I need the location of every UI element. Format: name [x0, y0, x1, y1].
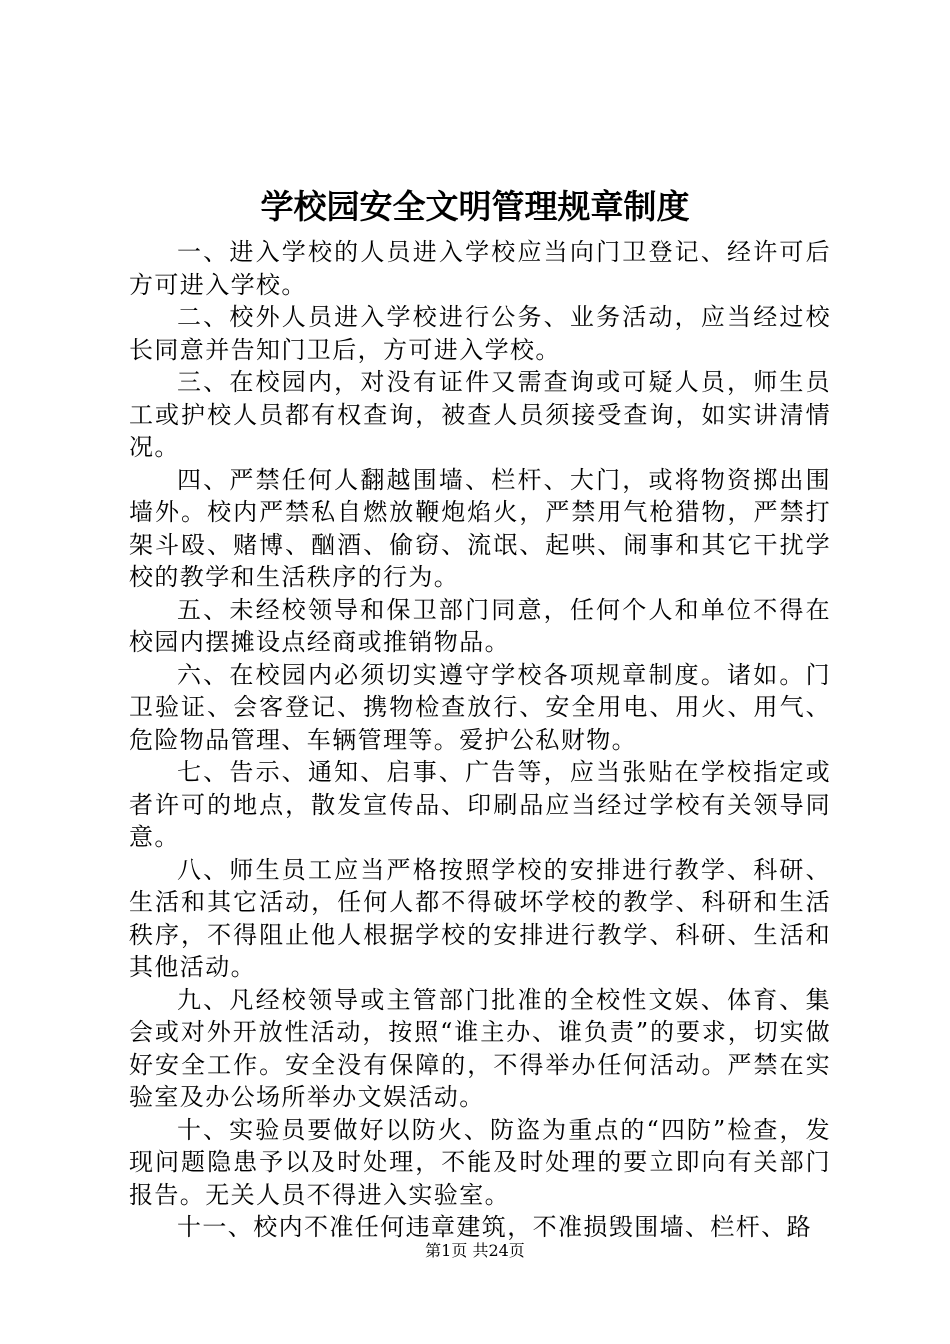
paragraph-11: 十一、校内不准任何违章建筑，不准损毁围墙、栏杆、路	[177, 1213, 812, 1241]
paragraph-10: 十、实验员要做好以防火、防盗为重点的“四防”检查，发现问题隐患予以及时处理，不能及时处理的要立即向有关部门报告。无关人员不得进入实验室。	[129, 1115, 831, 1209]
paragraph-2: 二、校外人员进入学校进行公务、业务活动，应当经过校长同意并告知门卫后，方可进入学校。	[129, 303, 831, 364]
document-title: 学校园安全文明管理规章制度	[260, 187, 690, 226]
paragraph-6: 六、在校园内必须切实遵守学校各项规章制度。诸如。门卫验证、会客登记、携物检查放行、安全用电、用火、用气、危险物品管理、车辆管理等。爱护公私财物。	[129, 660, 831, 754]
paragraph-3: 三、在校园内，对没有证件又需查询或可疑人员，师生员工或护校人员都有权查询，被查人员须接受查询，如实讲清情况。	[129, 368, 831, 461]
document-body	[129, 236, 831, 1244]
paragraph-8: 八、师生员工应当严格按照学校的安排进行教学、科研、生活和其它活动，任何人都不得破坏学校的教学、科研和生活秩序，不得阻止他人根据学校的安排进行教学、科研、生活和其他活动。	[129, 855, 831, 981]
paragraph-5: 五、未经校领导和保卫部门同意，任何个人和单位不得在校园内摆摊设点经商或推销物品。	[129, 595, 831, 656]
paragraph-1: 一、进入学校的人员进入学校应当向门卫登记、经许可后方可进入学校。	[129, 238, 831, 299]
paragraph-7: 七、告示、通知、启事、广告等，应当张贴在学校指定或者许可的地点，散发宣传品、印刷品应当经过学校有关领导同意。	[129, 758, 831, 851]
paragraph-9: 九、凡经校领导或主管部门批准的全校性文娱、体育、集会或对外开放性活动，按照“谁主办、谁负责”的要求，切实做好安全工作。安全没有保障的，不得举办任何活动。严禁在实验室及办公场所举办文娱活动。	[129, 985, 831, 1111]
page-footer: 第1页 共24页	[425, 1241, 525, 1260]
paragraph-4: 四、严禁任何人翻越围墙、栏杆、大门，或将物资掷出围墙外。校内严禁私自燃放鞭炮焰火，严禁用气枪猎物，严禁打架斗殴、赌博、酗酒、偷窃、流氓、起哄、闹事和其它干扰学校的教学和生活秩序的行为。	[129, 465, 831, 591]
